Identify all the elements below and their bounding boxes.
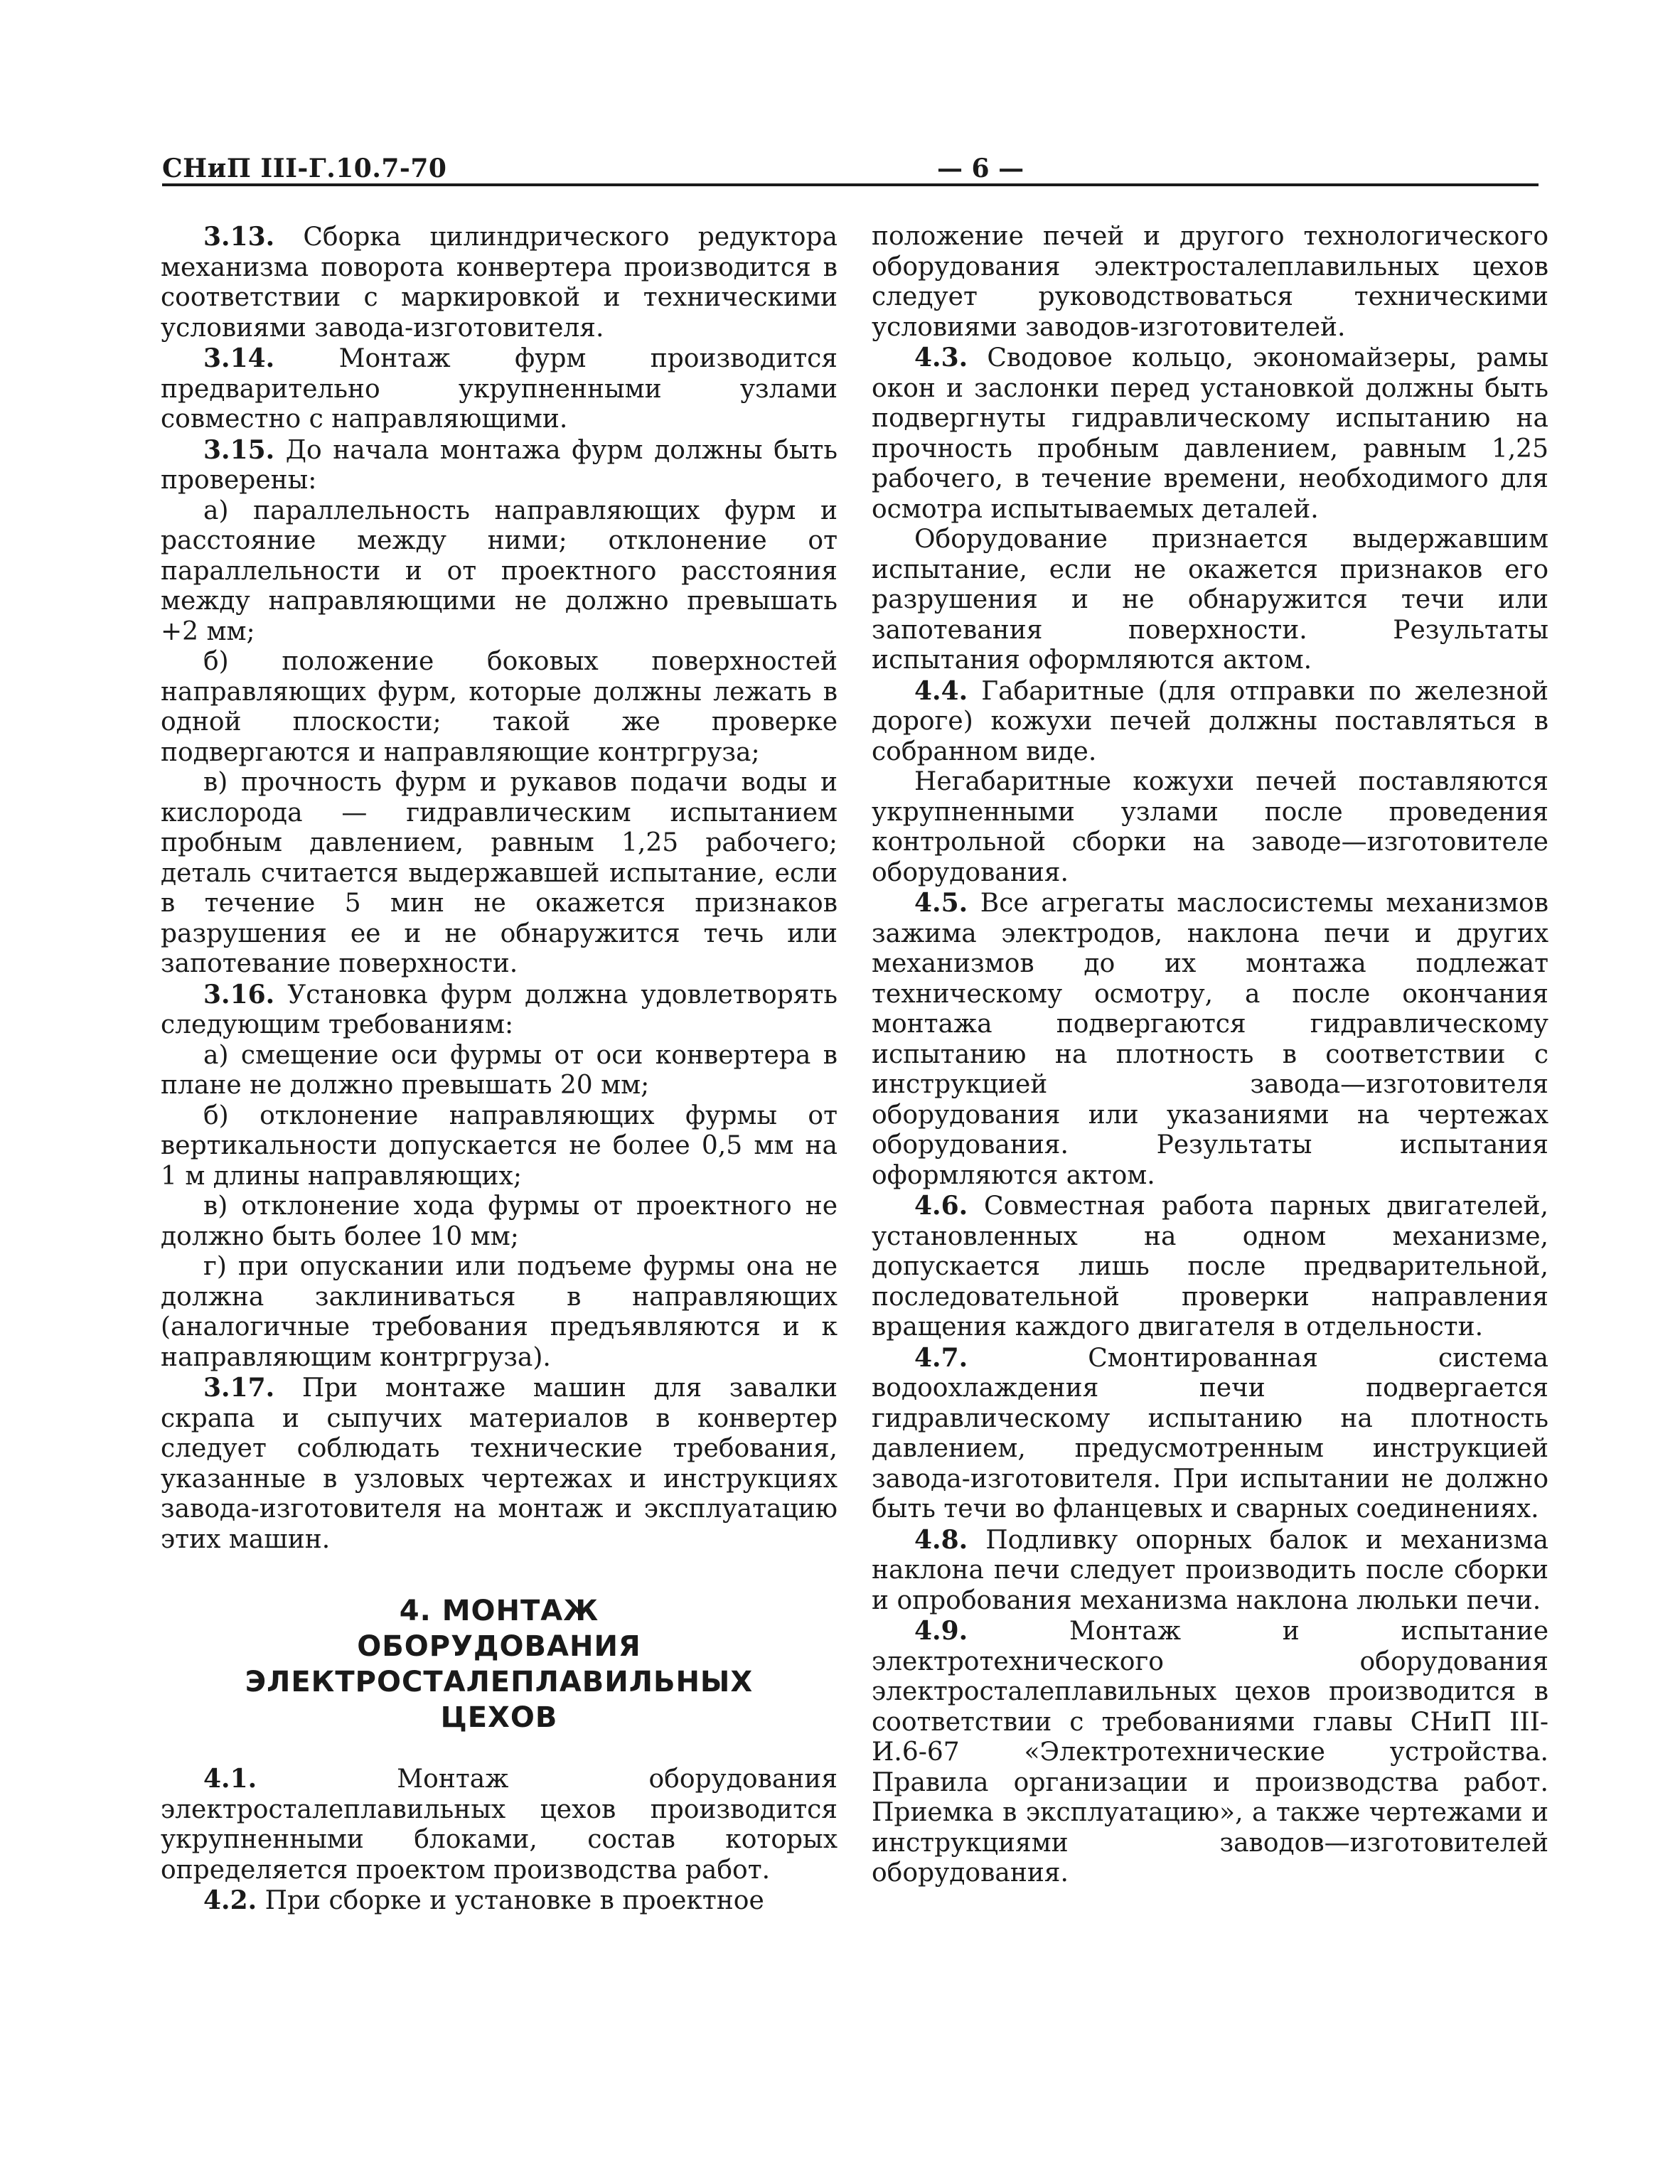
clause-number: 4.3. (914, 343, 968, 373)
paragraph-3-16-d: г) при опускании или подъеме фурмы она не должна заклиниваться в направляющих (аналогичные требования предъявляются и к направляющим контргруза). (161, 1252, 838, 1372)
paragraph-4-8 (872, 1525, 1548, 1617)
section-title (161, 1593, 838, 1735)
paragraph-3-14 (161, 343, 838, 435)
paragraph-3-16-a: а) смещение оси фурмы от оси конвертера в плане не должно превышать 20 мм; (161, 1040, 838, 1100)
paragraph-4-9 (872, 1616, 1548, 1889)
clause-text: Смонтированная система водоохлаждения печи подвергается гидравлическому испытанию на плотность давлением, предусмотренным инструкцией завода-изготовителя. При испытании не должно быть течи во фланцевых и сварных соединениях. (872, 1343, 1548, 1524)
paragraph-3-17 (161, 1373, 838, 1555)
clause-text: Все агрегаты маслосистемы механизмов зажима электродов, наклона печи и других механизмов до их монтажа подлежат техническому осмотру, а после окончания монтажа подвергаются гидравлическому испытанию на плотность в соответствии с инструкцией завода—изготовителя оборудования или указаниями на чертежах оборудования. Результаты испытания оформляются актом. (872, 889, 1548, 1190)
header-rule (162, 183, 1539, 186)
section-title-line: ОБОРУДОВАНИЯ (357, 1630, 641, 1663)
paragraph-4-4 (872, 676, 1548, 768)
clause-text: Подливку опорных балок и механизма наклона печи следует производить после сборки и опробования механизма наклона люльки печи. (872, 1525, 1548, 1615)
paragraph-4-5 (872, 888, 1548, 1191)
clause-number: 4.2. (203, 1885, 257, 1915)
clause-text: При сборке и установке в проектное (257, 1886, 764, 1915)
clause-text: Совместная работа парных двигателей, установленных на одном механизме, допускается лишь после предварительной, последовательной проверки направления вращения каждого двигателя в отдельности. (872, 1192, 1548, 1342)
paragraph-4-6 (872, 1191, 1548, 1343)
clause-number: 4.7. (914, 1342, 968, 1373)
paragraph-4-2-continued: положение печей и другого технологического оборудования электросталеплавильных цехов следует руководствоваться техническими условиями заводов-изготовителей. (872, 222, 1548, 342)
document-code: СНиП III-Г.10.7-70 (162, 154, 447, 183)
section-title-line: ЦЕХОВ (440, 1701, 558, 1734)
paragraph-4-1 (161, 1764, 838, 1885)
paragraph-4-3-b: Оборудование признается выдержавшим испытание, если не окажется признаков его разрушения и не обнаружится течи или запотевания поверхности. Результаты испытания оформляются актом. (872, 525, 1548, 675)
clause-text: Сборка цилиндрического редуктора механизма поворота конвертера производится в соответствии с маркировкой и техническими условиями завода-изготовителя. (161, 223, 838, 343)
paragraph-3-16 (161, 980, 838, 1041)
clause-number: 4.8. (914, 1524, 968, 1555)
left-column (161, 222, 838, 1917)
clause-number: 3.15. (203, 434, 275, 465)
clause-number: 3.17. (203, 1373, 275, 1403)
paragraph-4-2 (161, 1885, 838, 1917)
right-column (872, 222, 1548, 1889)
clause-text: Монтаж и испытание электротехнического оборудования электросталеплавильных цехов производится в соответствии с требованиями главы СНиП III-И.6-67 «Электротехнические устройства. Правила организации и производства работ. Приемка в эксплуатацию», а также чертежами и инструкциями заводов—изготовителей оборудования. (872, 1617, 1548, 1888)
paragraph-3-15-a: а) параллельность направляющих фурм и расстояние между ними; отклонение от параллельности и от проектного расстояния между направляющими не должно превышать +2 мм; (161, 496, 838, 646)
paragraph-3-15-c: в) прочность фурм и рукавов подачи воды и кислорода — гидравлическим испытанием пробным давлением, равным 1,25 рабочего; деталь считается выдержавшей испытание, если в течение 5 мин не окажется признаков разрушения ее и не обнаружится течь или запотевание поверхности. (161, 768, 838, 978)
clause-text: Сводовое кольцо, экономайзеры, рамы окон и заслонки перед установкой должны быть подвергнуты гидравлическому испытанию на прочность пробным давлением, равным 1,25 рабочего, в течение времени, необходимого для осмотра испытываемых деталей. (872, 343, 1548, 524)
paragraph-3-16-b: б) отклонение направляющих фурмы от вертикальности допускается не более 0,5 мм на 1 м длины направляющих; (161, 1101, 838, 1191)
clause-number: 4.9. (914, 1616, 968, 1646)
paragraph-3-13 (161, 222, 838, 343)
clause-number: 4.1. (203, 1764, 257, 1794)
clause-text: Установка фурм должна удовлетворять следующим требованиям: (161, 980, 838, 1039)
clause-number: 4.6. (914, 1191, 968, 1221)
clause-number: 3.14. (203, 343, 275, 373)
clause-number: 4.4. (914, 675, 968, 706)
page-number: — 6 — (937, 154, 1024, 183)
clause-number: 3.13. (203, 222, 275, 252)
clause-text: Монтаж фурм производится предварительно укрупненными узлами совместно с направляющими. (161, 344, 838, 434)
paragraph-4-4-b: Негабаритные кожухи печей поставляются укрупненными узлами после проведения контрольной сборки на заводе—изготовителе оборудования. (872, 767, 1548, 887)
paragraph-3-16-c: в) отклонение хода фурмы от проектного не должно быть более 10 мм; (161, 1192, 838, 1251)
paragraph-4-7 (872, 1343, 1548, 1525)
clause-text: При монтаже машин для завалки скрапа и сыпучих материалов в конвертер следует соблюдать технические требования, указанные в узловых чертежах и инструкциях завода-изготовителя на монтаж и эксплуатацию этих машин. (161, 1374, 838, 1554)
clause-number: 3.16. (203, 979, 275, 1010)
clause-text: Габаритные (для отправки по железной дороге) кожухи печей должны поставляться в собранном виде. (872, 676, 1548, 766)
paragraph-4-3 (872, 343, 1548, 525)
clause-text: До начала монтажа фурм должны быть проверены: (161, 435, 838, 495)
paragraph-3-15-b: б) положение боковых поверхностей направляющих фурм, которые должны лежать в одной плоскости; такой же проверке подвергаются и направляющие контргруза; (161, 647, 838, 767)
paragraph-3-15 (161, 435, 838, 496)
section-title-line: ЭЛЕКТРОСТАЛЕПЛАВИЛЬНЫХ (245, 1666, 754, 1698)
clause-number: 4.5. (914, 888, 968, 918)
section-title-line: 4. МОНТАЖ (399, 1595, 599, 1627)
clause-text: Монтаж оборудования электросталеплавильных цехов производится укрупненными блоками, состав которых определяется проектом производства работ. (161, 1765, 838, 1885)
